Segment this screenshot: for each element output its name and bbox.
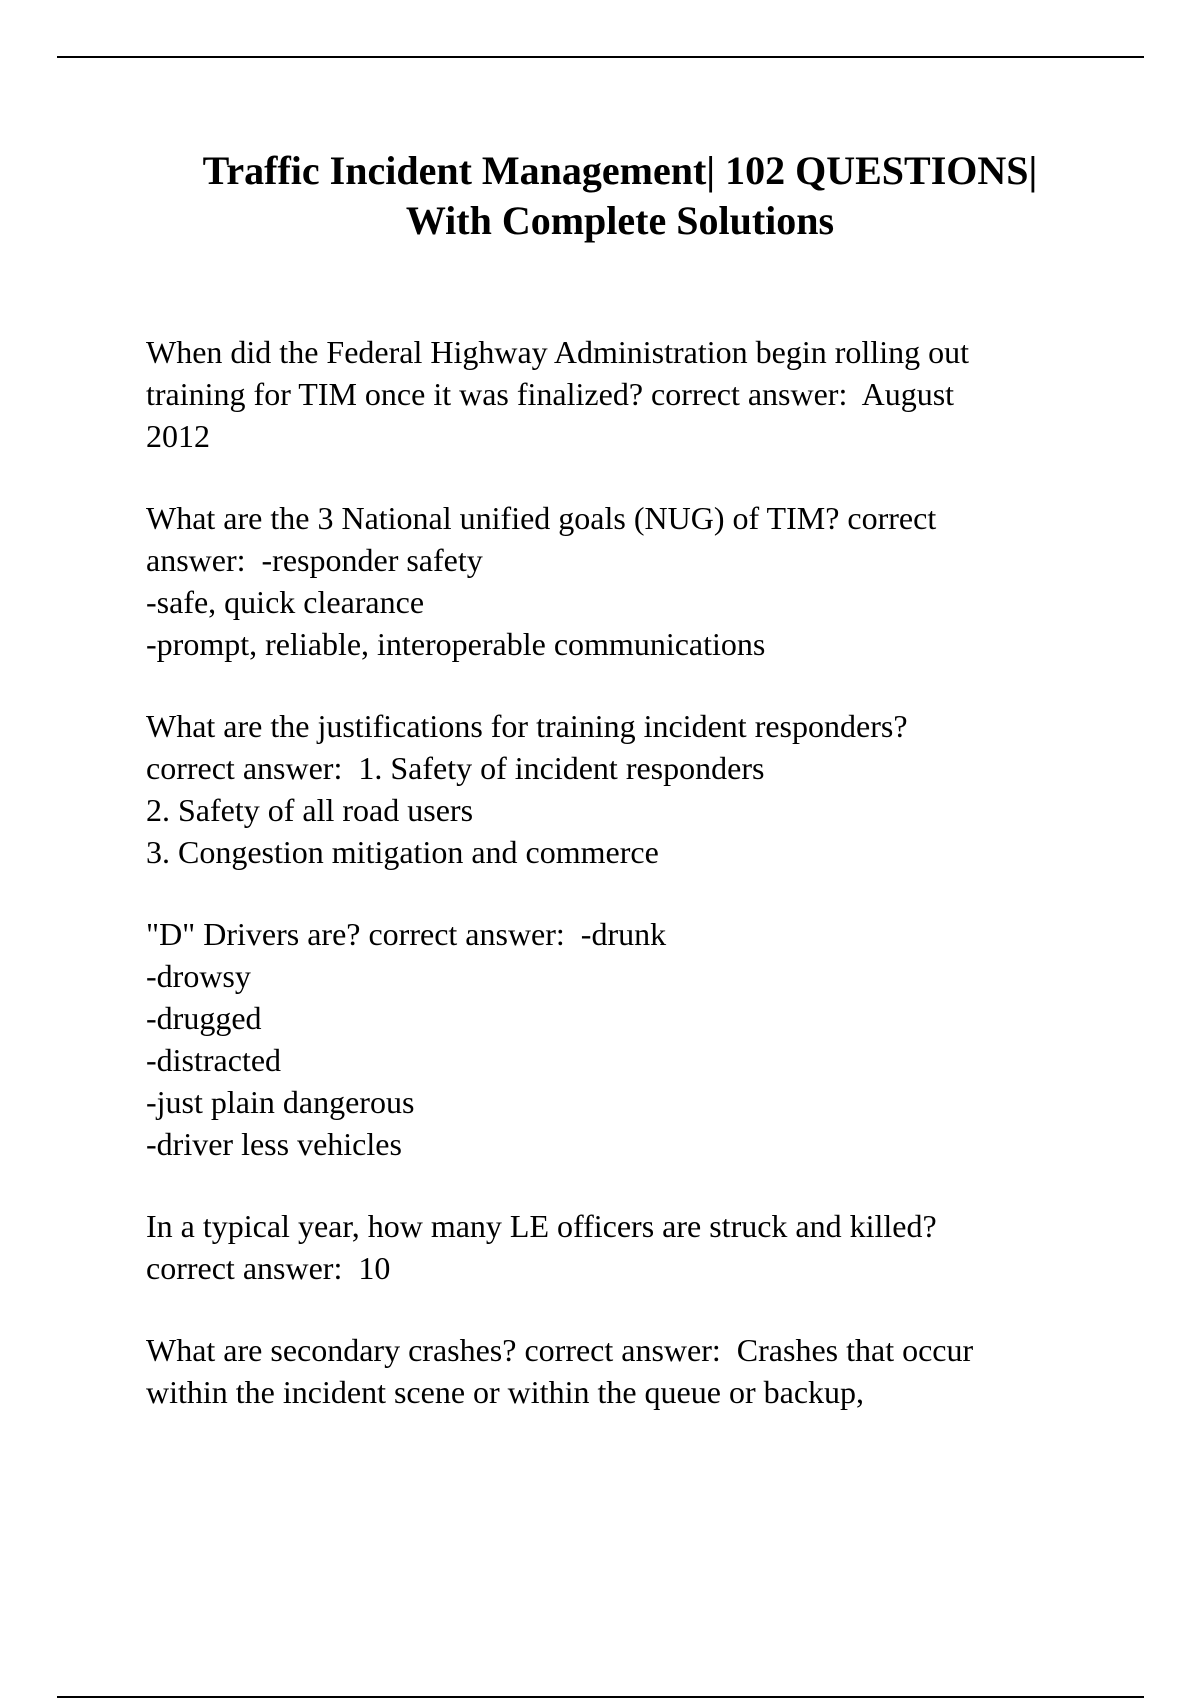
qa-line: "D" Drivers are? correct answer: -drunk — [146, 916, 667, 952]
qa-line: -distracted — [146, 1042, 282, 1078]
qa-line: correct answer: 10 — [146, 1250, 391, 1286]
qa-line: What are secondary crashes? correct answer: Crashes that occur — [146, 1332, 974, 1368]
title-line-1: Traffic Incident Management| 102 QUESTIONS| — [202, 148, 1038, 193]
qa-line: -drowsy — [146, 958, 251, 994]
qa-line: What are the justifications for training incident responders? — [146, 708, 908, 744]
bottom-rule — [57, 1696, 1144, 1698]
title-line-2: With Complete Solutions — [405, 198, 835, 243]
qa-item-6 — [146, 1329, 1156, 1413]
qa-line: -safe, quick clearance — [146, 584, 425, 620]
qa-line: In a typical year, how many LE officers are struck and killed? — [146, 1208, 937, 1244]
qa-item-5 — [146, 1205, 1156, 1289]
qa-line: -prompt, reliable, interoperable communications — [146, 626, 766, 662]
qa-line: 2012 — [146, 418, 210, 454]
qa-line: 2. Safety of all road users — [146, 792, 474, 828]
qa-line: training for TIM once it was finalized? correct answer: August — [146, 376, 955, 412]
qa-line: When did the Federal Highway Administration begin rolling out — [146, 334, 969, 370]
qa-item-2 — [146, 497, 1156, 665]
qa-item-4 — [146, 913, 1156, 1165]
qa-line: -driver less vehicles — [146, 1126, 402, 1162]
qa-line: -just plain dangerous — [146, 1084, 415, 1120]
qa-item-3 — [146, 705, 1156, 873]
qa-line: answer: -responder safety — [146, 542, 483, 578]
qa-line: What are the 3 National unified goals (NUG) of TIM? correct — [146, 500, 937, 536]
document-body — [146, 331, 1156, 1453]
document-title — [100, 146, 1140, 246]
qa-line: within the incident scene or within the queue or backup, — [146, 1374, 865, 1410]
qa-item-1 — [146, 331, 1156, 457]
qa-line: -drugged — [146, 1000, 262, 1036]
qa-line: 3. Congestion mitigation and commerce — [146, 834, 659, 870]
top-rule — [57, 56, 1144, 58]
qa-line: correct answer: 1. Safety of incident responders — [146, 750, 765, 786]
